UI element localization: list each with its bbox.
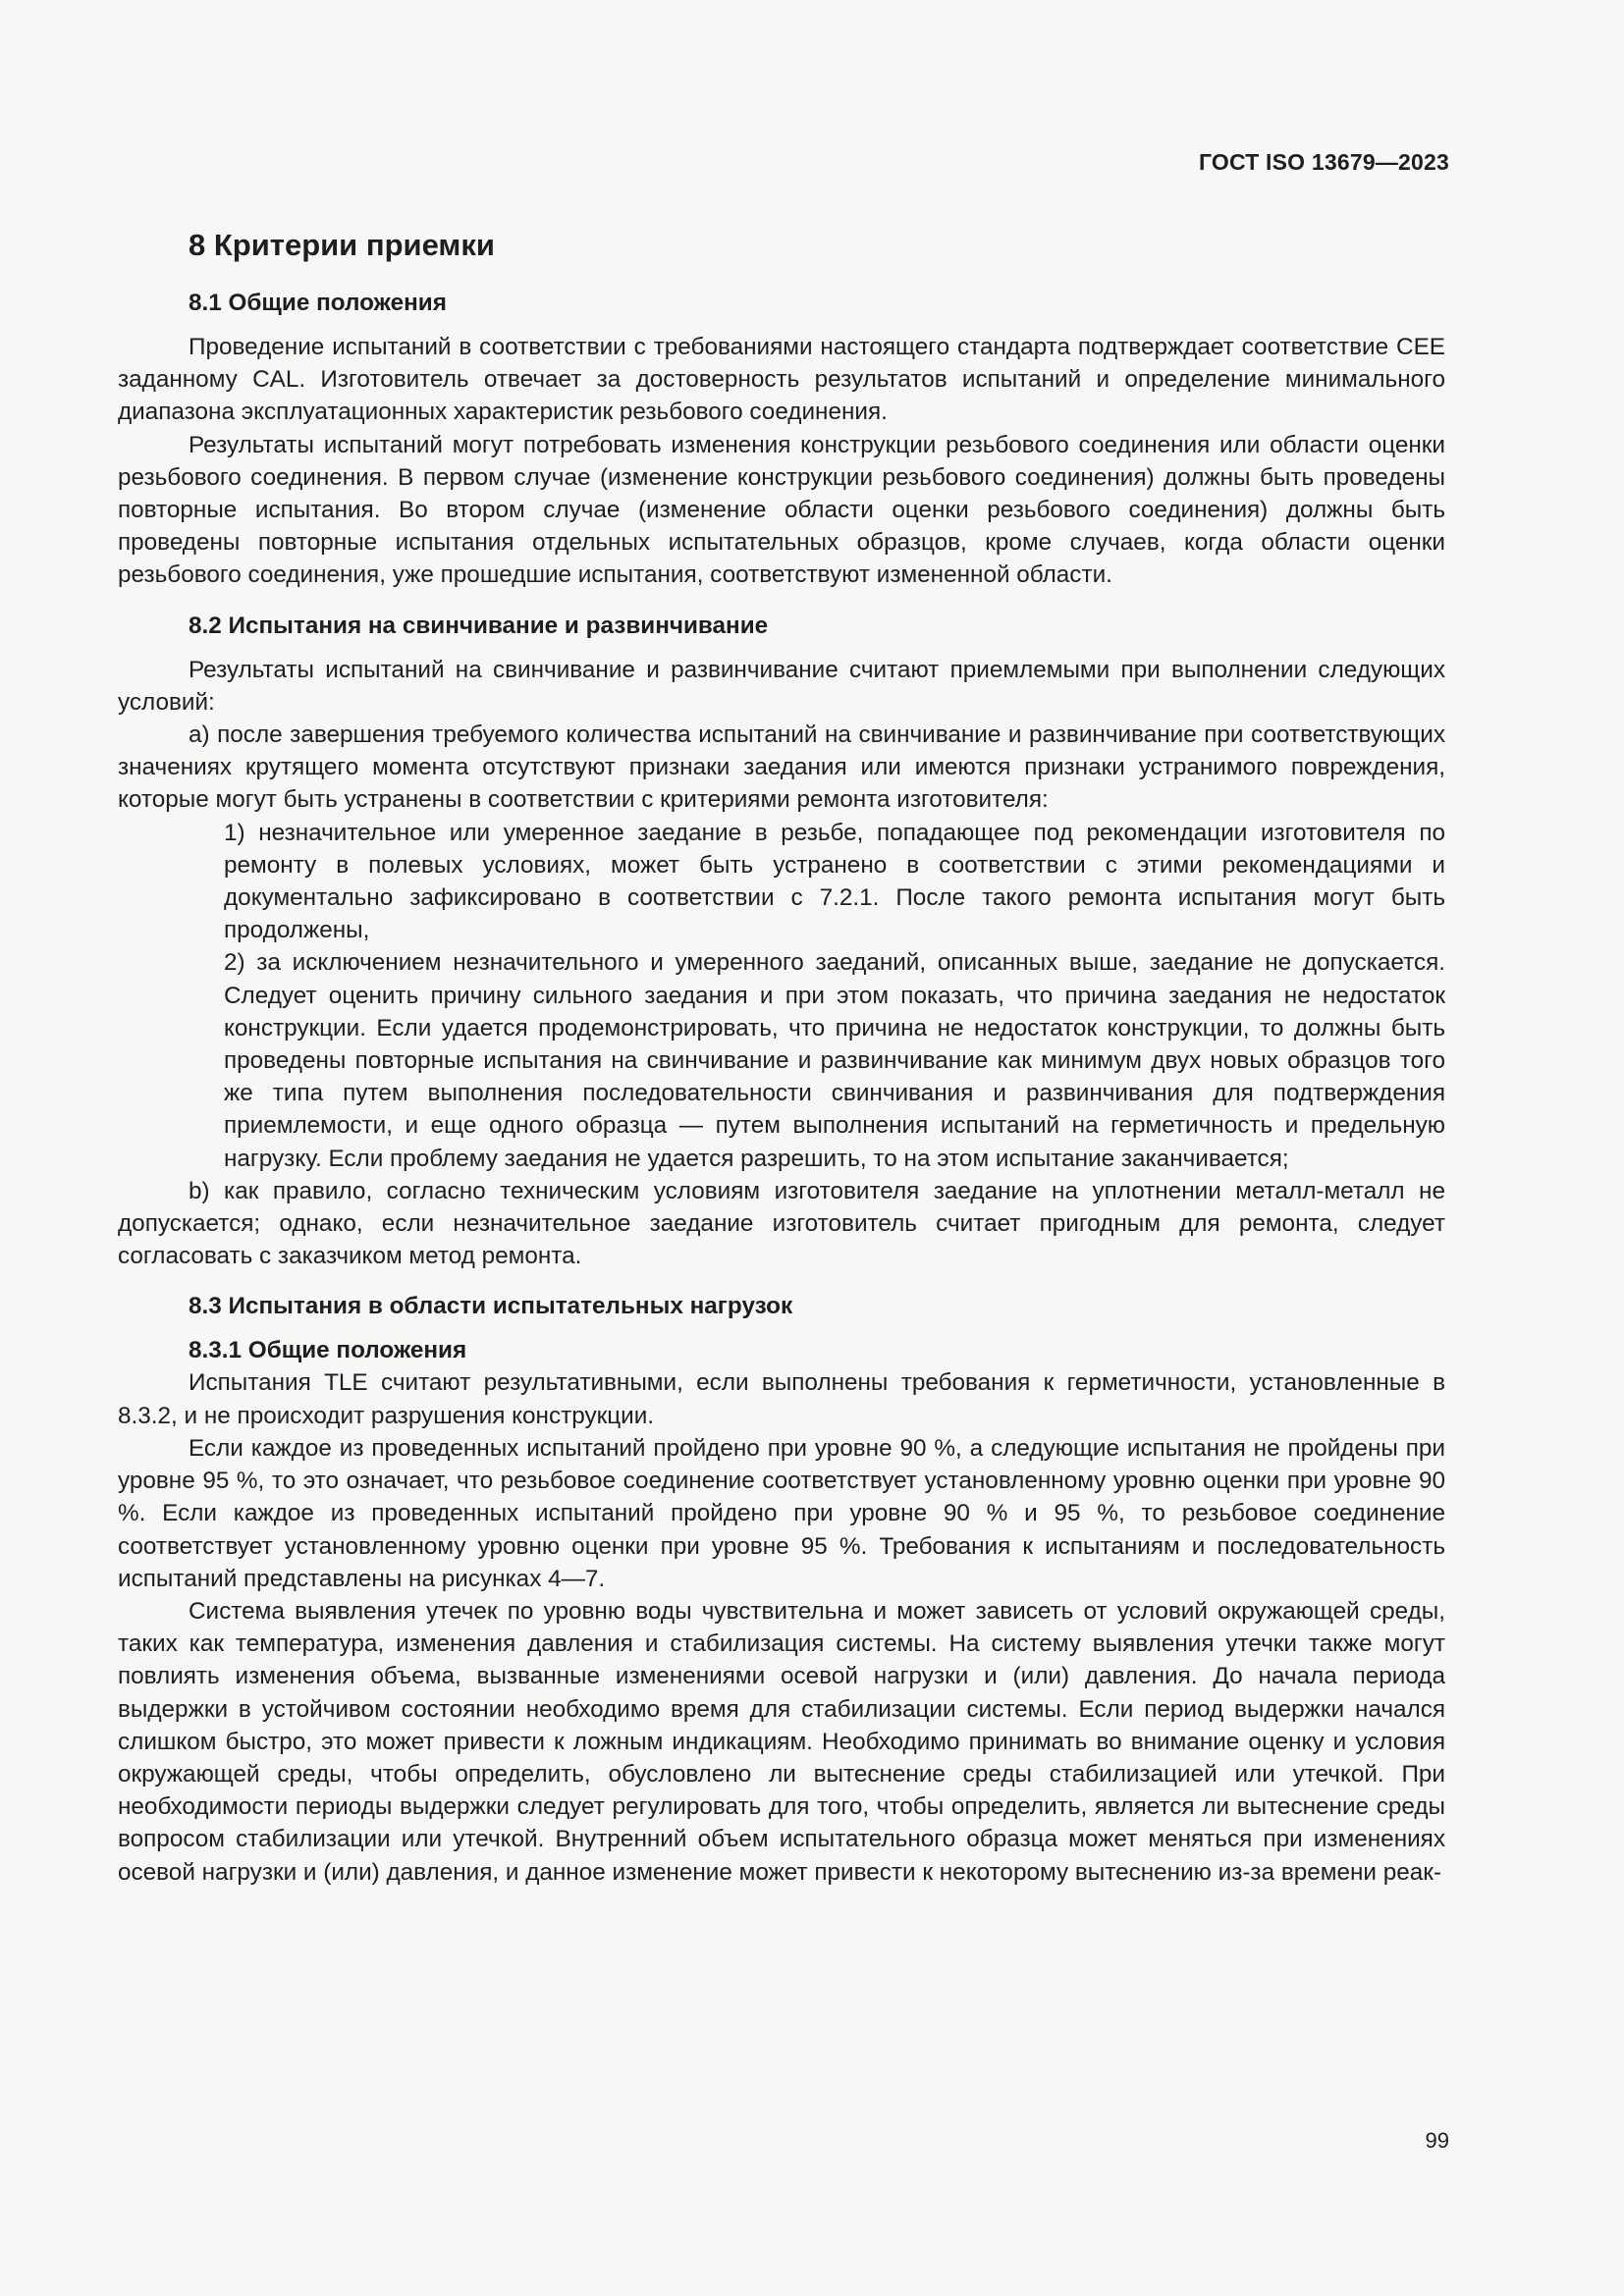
paragraph: Если каждое из проведенных испытаний пройдено при уровне 90 %, а следующие испытания не пройдены при уровне 95 %, то это означает, что резьбовое соединение соответствует установленному уровню оценки при уровне 90 %. Если каждое из проведенных испытаний пройдено при уровне 90 % и 95 %, то резьбовое соединение соответствует установленному уровню оценки при уровне 95 %. Требования к испытаниям и последовательность испытаний представлены на рисунках 4—7. (118, 1434, 1445, 1592)
page-number: 99 (1425, 2128, 1449, 2153)
paragraph: Результаты испытаний на свинчивание и развинчивание считают приемлемыми при выполнении следующих условий: (118, 656, 1445, 716)
section-8-1 (118, 287, 1445, 592)
list-item: b) как правило, согласно техническим условиям изготовителя заедание на уплотнении металл-металл не допускается; однако, если незначительное заедание изготовитель считает пригодным для ремонта, следует согласовать с заказчиком метод ремонта. (118, 1177, 1445, 1270)
section-8-2 (118, 610, 1445, 1273)
subsection-heading: 8.3.1 Общие положения (189, 1337, 467, 1364)
list-item: а) после завершения требуемого количества испытаний на свинчивание и развинчивание при соответствующих значениях крутящего момента отсутствуют признаки заедания или имеются признаки устранимого повреждения, которые могут быть устранены в соответствии с критериями ремонта изготовителя: (118, 721, 1445, 814)
paragraph: Результаты испытаний могут потребовать изменения конструкции резьбового соединения или области оценки резьбового соединения. В первом случае (изменение конструкции резьбового соединения) должны быть проведены повторные испытания. Во втором случае (изменение области оценки резьбового соединения) должны быть проведены повторные испытания отдельных испытательных образцов, кроме случаев, когда области оценки резьбового соединения, уже прошедшие испытания, соответствуют измененной области. (118, 431, 1445, 589)
standard-designation: ГОСТ ISO 13679—2023 (1198, 149, 1449, 175)
page-content (118, 226, 1445, 1889)
section-8-3 (118, 1290, 1445, 1888)
paragraph: Проведение испытаний в соответствии с требованиями настоящего стандарта подтверждает соответствие СЕЕ заданному CAL. Изготовитель отвечает за достоверность результатов испытаний и определение минимального диапазона эксплуатационных характеристик резьбового соединения. (118, 334, 1445, 426)
section-heading: 8.2 Испытания на свинчивание и развинчивание (189, 612, 769, 639)
list-item: 2) за исключением незначительного и умеренного заеданий, описанных выше, заедание не допускается. Следует оценить причину сильного заедания и при этом показать, что причина заедания не недостаток конструкции. Если удается продемонстрировать, что причина не недостаток конструкции, то должны быть проведены повторные испытания на свинчивание и развинчивание как минимум двух новых образцов того же типа путем выполнения последовательности свинчивания и развинчивания для подтверждения приемлемости, и еще одного образца — путем выполнения испытаний на герметичность и предельную нагрузку. Если проблему заедания не удается разрешить, то на этом испытание заканчивается; (224, 949, 1445, 1172)
paragraph: Система выявления утечек по уровню воды чувствительна и может зависеть от условий окружающей среды, таких как температура, изменения давления и стабилизация системы. На систему выявления утечки также могут повлиять изменения объема, вызванные изменениями осевой нагрузки и (или) давления. До начала периода выдержки в устойчивом состоянии необходимо время для стабилизации системы. Если период выдержки начался слишком быстро, это может привести к ложным индикациям. Необходимо принимать во внимание оценку и условия окружающей среды, чтобы определить, обусловлено ли вытеснение среды стабилизацией или утечкой. При необходимости периоды выдержки следует регулировать для того, чтобы определить, является ли вытеснение среды вопросом стабилизации или утечкой. Внутренний объем испытательного образца может меняться при изменениях осевой нагрузки и (или) давления, и данное изменение может привести к некоторому вытеснению из-за времени реак- (118, 1597, 1445, 1886)
list-item: 1) незначительное или умеренное заедание в резьбе, попадающее под рекомендации изготовителя по ремонту в полевых условиях, может быть устранено в соответствии с этими рекомендациями и документально зафиксировано в соответствии с 7.2.1. После такого ремонта испытания могут быть продолжены, (224, 819, 1445, 944)
chapter-title: 8 Критерии приемки (189, 228, 495, 262)
section-heading: 8.3 Испытания в области испытательных нагрузок (189, 1293, 793, 1320)
paragraph: Испытания TLE считают результативными, если выполнены требования к герметичности, установленные в 8.3.2, и не происходит разрушения конструкции. (118, 1369, 1445, 1429)
section-heading: 8.1 Общие положения (189, 290, 447, 316)
